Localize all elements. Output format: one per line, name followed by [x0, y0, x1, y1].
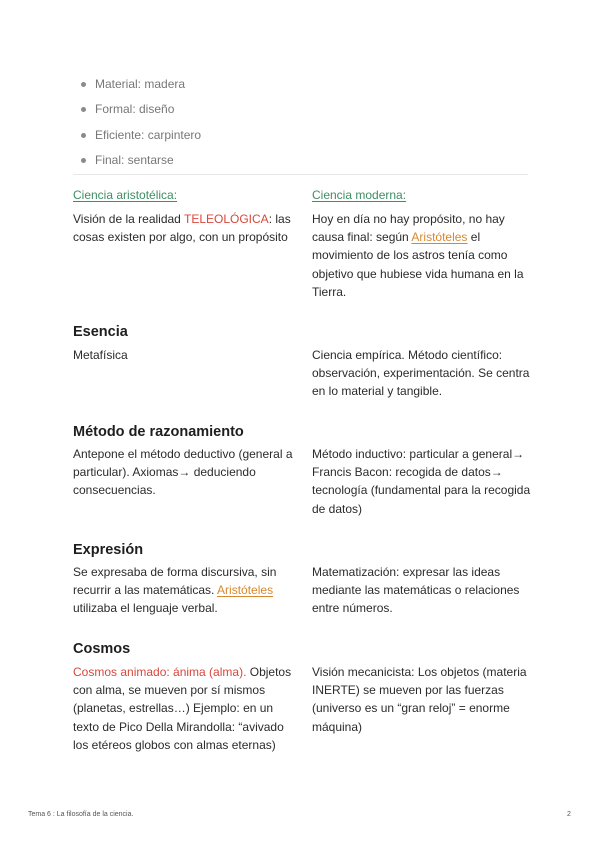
aristoteles-link[interactable]: Aristóteles — [217, 583, 274, 598]
section-heading-expresion: Expresión — [73, 542, 144, 558]
intro-right-text — [312, 210, 534, 301]
intro-left-text — [73, 210, 295, 246]
cosmos-animado-highlight: Cosmos animado: ánima (alma). — [73, 665, 247, 679]
cosmos-left-text — [73, 663, 295, 754]
section-heading-cosmos: Cosmos — [73, 641, 131, 657]
teleological-highlight: TELEOLÓGICA — [183, 212, 269, 226]
expresion-left-post: utilizaba el lenguaje verbal. — [73, 601, 218, 616]
section-heading-esencia: Esencia — [73, 324, 128, 340]
footer-title: Tema 6 : La filosofía de la ciencia. — [28, 811, 134, 818]
section-heading-metodo: Método de razonamiento — [73, 424, 244, 440]
divider — [73, 174, 528, 175]
intro-right-post: el movimiento de los astros tenía como objetivo que hubiese vida humana en la Tierra. — [312, 230, 524, 299]
list-item: Material: madera — [81, 72, 201, 97]
list-item: Eficiente: carpintero — [81, 123, 201, 148]
modern-science-heading: Ciencia moderna: — [312, 188, 407, 202]
list-item: Final: sentarse — [81, 148, 201, 173]
expresion-left-text — [73, 563, 295, 618]
aristotelian-science-heading: Ciencia aristotélica: — [73, 188, 178, 202]
esencia-right-text: Ciencia empírica. Método científico: observación, experimentación. Se centra en lo material y tangible. — [312, 348, 530, 399]
four-causes-list — [81, 72, 201, 173]
intro-right-pre: Hoy en día no hay propósito, no hay causa final: según — [312, 212, 505, 245]
intro-left-pre: Visión de la realidad — [73, 212, 184, 226]
metodo-left-text: Antepone el método deductivo (general a particular). Axiomas→ deduciendo consecuencias. — [73, 447, 293, 498]
list-item: Formal: diseño — [81, 97, 201, 122]
page-number: 2 — [567, 811, 571, 818]
intro-left-post: : las cosas existen por algo, con un propósito — [73, 212, 291, 245]
esencia-left-text: Metafísica — [73, 348, 128, 362]
metodo-right-text: Método inductivo: particular a general→ Francis Bacon: recogida de datos→ tecnología (fundamental para la recogida de datos) — [312, 447, 531, 516]
expresion-right-text: Matematización: expresar las ideas mediante las matemáticas o relaciones entre números. — [312, 565, 520, 616]
cosmos-right-text: Visión mecanicista: Los objetos (materia INERTE) se mueven por las fuerzas (universo es un “gran reloj” = enorme máquina) — [312, 665, 527, 734]
cosmos-left-rest: Objetos con alma, se mueven por sí mismos (planetas, estrellas…) Ejemplo: en un texto de Pico Della Mirandolla: “avivado los etéreos globos con almas eternas) — [73, 665, 292, 752]
aristoteles-link[interactable]: Aristóteles — [411, 230, 468, 245]
expresion-left-pre: Se expresaba de forma discursiva, sin recurrir a las matemáticas. — [73, 565, 277, 598]
